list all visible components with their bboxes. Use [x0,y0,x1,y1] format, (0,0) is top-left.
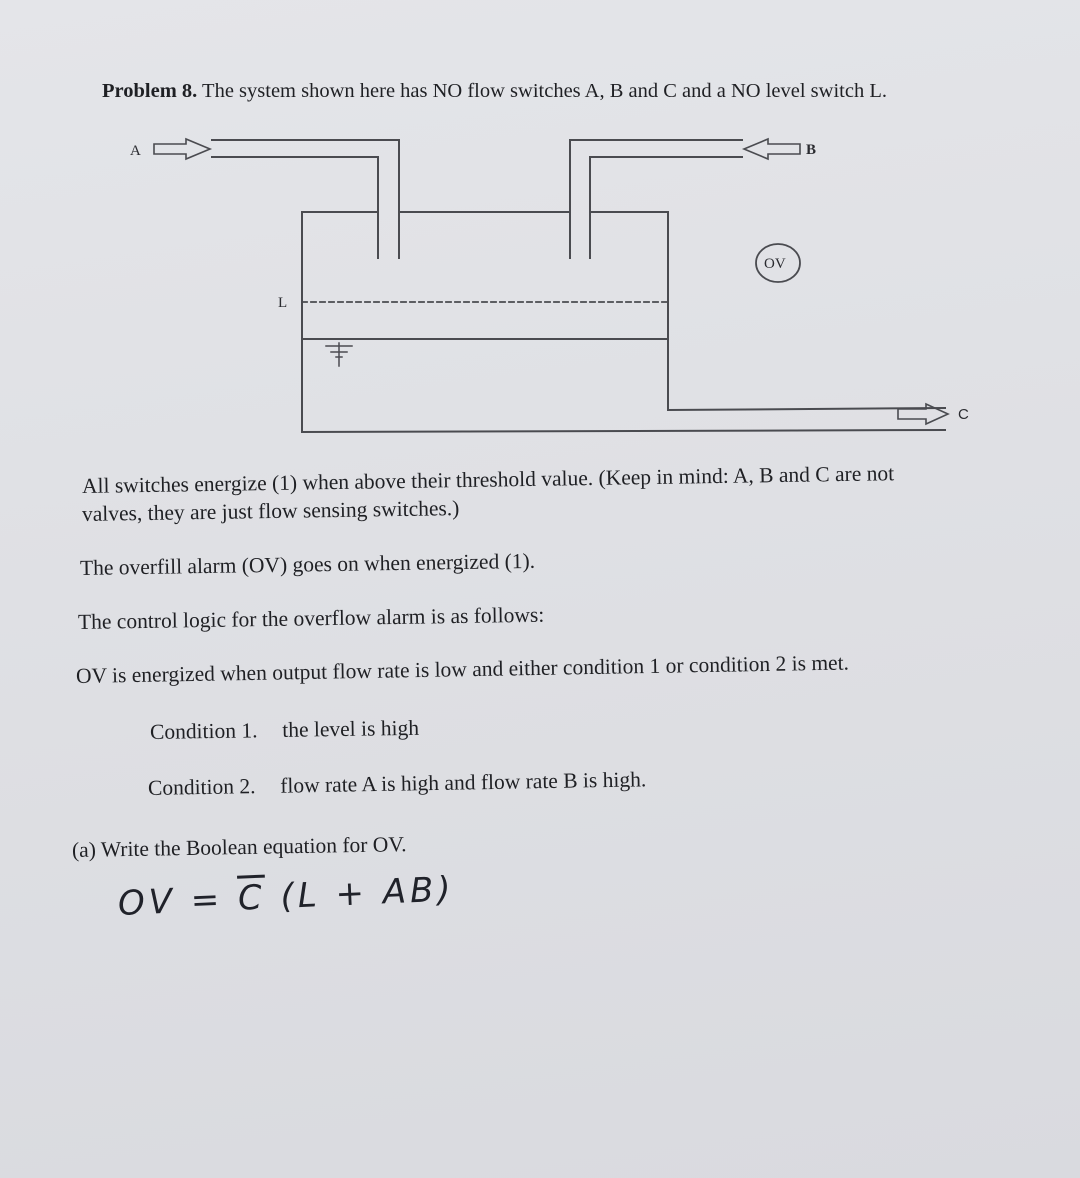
label-ov: OV [764,256,786,272]
label-l: L [278,295,288,311]
question-a [72,832,407,863]
condition-2 [148,767,647,801]
alarm-statement: The overfill alarm (OV) goes on when energized (1). [79,548,536,580]
answer-c-bar: $\overline{C}$ [237,877,267,919]
problem-number: Problem 8. [102,80,198,102]
condition-1-label: Condition 1. [149,718,258,744]
answer-rhs: (L + AB) [279,869,456,917]
tank-system-diagram [0,0,1080,460]
inlet-pipe-a [212,140,399,258]
answer-lhs: OV = [117,879,225,924]
label-b: B [806,142,817,158]
flow-switch-b-icon [744,139,800,159]
inlet-pipe-b [570,140,742,258]
condition-2-text: flow rate A is high and flow rate B is high. [280,767,647,798]
water-level-symbol [326,343,352,366]
condition-2-label: Condition 2. [147,774,256,800]
control-logic-statement: The control logic for the overflow alarm is as follows: [77,602,545,634]
handwritten-answer [117,869,455,924]
energize-line-2: valves, they are just flow sensing switches.) [81,496,460,526]
ov-rule-statement: OV is energized when output flow rate is low and either condition 1 or condition 2 is met. [75,650,850,688]
label-c: C [958,406,969,423]
problem-statement: The system shown here has NO flow switches A, B and C and a NO level switch L. [202,80,887,102]
condition-1 [150,716,419,745]
question-a-text: Write the Boolean equation for OV. [100,832,407,862]
flow-switch-c-icon [898,404,948,424]
label-a: A [130,143,141,159]
flow-switch-a-icon [154,139,210,159]
question-a-label: (a) [71,837,97,862]
energize-line-1: All switches energize (1) when above their threshold value. (Keep in mind: A, B and C are not [81,461,895,498]
condition-1-text: the level is high [282,715,420,742]
